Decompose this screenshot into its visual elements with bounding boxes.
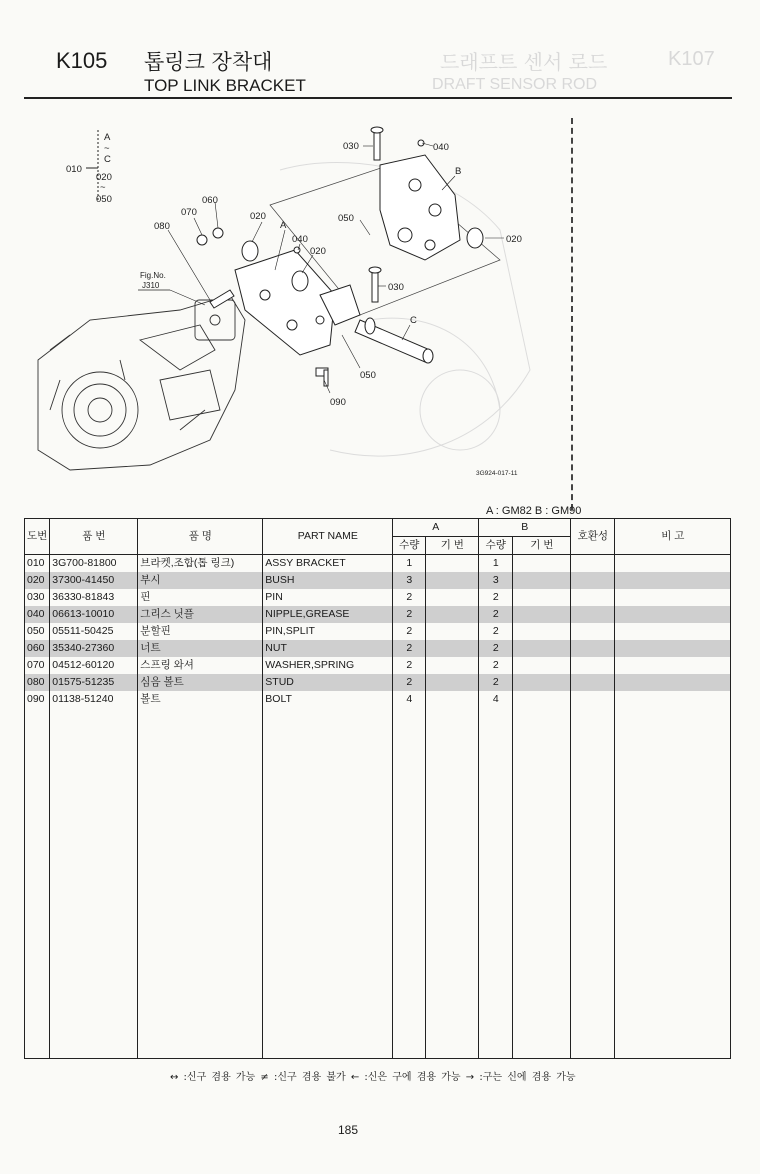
row-qty-a: 2 (393, 606, 426, 623)
page-code: K105 (56, 48, 108, 73)
fig-no-leader (170, 290, 205, 305)
callout-040-top: 040 (433, 142, 449, 153)
callout-030-mid: 030 (388, 282, 404, 293)
row-remarks (615, 555, 731, 573)
row-part-no: 35340-27360 (50, 640, 138, 657)
callout-050-low: 050 (360, 370, 376, 381)
pin-c (355, 318, 433, 363)
ghost-page-title-ko: 드래프트 센서 로드 (440, 50, 608, 74)
row-remarks (615, 589, 731, 606)
row-name-ko: 브라켓,조합(톱 링크) (138, 555, 263, 573)
leader-lines (168, 143, 504, 393)
row-remarks (615, 572, 731, 589)
row-interchange (571, 674, 615, 691)
row-model-a (426, 657, 479, 674)
row-part-no: 01138-51240 (50, 691, 138, 708)
callout-020-a: 020 (250, 211, 266, 222)
row-model-a (426, 623, 479, 640)
row-model-b (513, 589, 571, 606)
col-interchange-header: 호환성 (571, 519, 615, 555)
callout-060: 060 (202, 195, 218, 206)
page-number: 185 (338, 1123, 359, 1137)
assembly-range-part-end: 050 (96, 194, 112, 205)
row-remarks (615, 657, 731, 674)
row-name-ko: 너트 (138, 640, 263, 657)
row-interchange (571, 555, 615, 573)
row-qty-b: 2 (479, 674, 513, 691)
row-model-a (426, 589, 479, 606)
table-row (25, 606, 731, 623)
group-b-header: B (479, 519, 571, 537)
row-remarks (615, 674, 731, 691)
callout-030-top: 030 (343, 141, 359, 152)
row-no: 050 (25, 623, 50, 640)
row-qty-b: 3 (479, 572, 513, 589)
row-name-ko: 핀 (138, 589, 263, 606)
row-remarks (615, 640, 731, 657)
row-part-no: 06613-10010 (50, 606, 138, 623)
table-row (25, 589, 731, 606)
row-model-a (426, 691, 479, 708)
row-model-a (426, 572, 479, 589)
row-no: 080 (25, 674, 50, 691)
row-name-en: ASSY BRACKET (263, 555, 393, 573)
table-row (25, 572, 731, 589)
header-rule (24, 97, 732, 99)
row-qty-a: 2 (393, 657, 426, 674)
row-no: 040 (25, 606, 50, 623)
row-qty-b: 1 (479, 555, 513, 573)
row-part-no: 37300-41450 (50, 572, 138, 589)
table-row (25, 555, 731, 573)
compatibility-legend: ↔ :신구 겸용 가능 ≠ :신구 겸용 불가 ← :신은 구에 겸용 가능 → :구는 신에 겸용 가능 (170, 1072, 576, 1083)
row-no: 030 (25, 589, 50, 606)
row-interchange (571, 606, 615, 623)
row-interchange (571, 589, 615, 606)
transmission-housing (38, 295, 245, 470)
row-qty-b: 2 (479, 623, 513, 640)
ghost-page-title-en: DRAFT SENSOR ROD (432, 76, 598, 93)
col-qty-b-header: 수량 (479, 537, 513, 555)
table-row (25, 674, 731, 691)
row-model-b (513, 640, 571, 657)
table-row (25, 691, 731, 708)
row-interchange (571, 572, 615, 589)
row-model-a (426, 555, 479, 573)
callout-a: A (280, 220, 287, 231)
assembly-range-tilde2: ~ (100, 182, 106, 193)
row-name-ko: 스프링 와셔 (138, 657, 263, 674)
row-name-ko: 그리스 닛플 (138, 606, 263, 623)
row-model-b (513, 674, 571, 691)
callout-080: 080 (154, 221, 170, 232)
table-filler-row (25, 708, 731, 1059)
callout-b: B (455, 166, 462, 177)
table-row (25, 657, 731, 674)
col-no-header: 도번 (25, 519, 50, 555)
row-interchange (571, 640, 615, 657)
row-name-en: BUSH (263, 572, 393, 589)
assembly-range-tilde: ~ (104, 143, 110, 154)
row-qty-a: 2 (393, 589, 426, 606)
page-title-ko: 톱링크 장착대 (144, 50, 273, 74)
col-name-en-header: PART NAME (263, 519, 393, 555)
row-model-b (513, 555, 571, 573)
row-qty-b: 2 (479, 589, 513, 606)
callout-090: 090 (330, 397, 346, 408)
row-no: 070 (25, 657, 50, 674)
row-remarks (615, 606, 731, 623)
row-model-b (513, 691, 571, 708)
row-name-en: PIN (263, 589, 393, 606)
callout-050-top: 050 (338, 213, 354, 224)
parts-table-body (25, 555, 731, 1059)
row-no: 020 (25, 572, 50, 589)
callout-c: C (410, 315, 417, 326)
assembly-range-end: C (104, 154, 111, 165)
row-qty-b: 2 (479, 640, 513, 657)
callout-020-c: 020 (506, 234, 522, 245)
row-name-en: NIPPLE,GREASE (263, 606, 393, 623)
fig-no: J310 (142, 281, 160, 290)
exploded-parts-diagram (30, 110, 570, 480)
row-part-no: 01575-51235 (50, 674, 138, 691)
row-interchange (571, 623, 615, 640)
row-no: 010 (25, 555, 50, 573)
assembly-range-part-start: 020 (96, 172, 112, 183)
row-part-no: 36330-81843 (50, 589, 138, 606)
row-remarks (615, 623, 731, 640)
row-name-en: WASHER,SPRING (263, 657, 393, 674)
row-remarks (615, 691, 731, 708)
col-part-no-header: 품 번 (50, 519, 138, 555)
col-model-b-header: 기 번 (513, 537, 571, 555)
row-name-ko: 분할핀 (138, 623, 263, 640)
row-qty-a: 1 (393, 555, 426, 573)
row-qty-b: 2 (479, 657, 513, 674)
row-qty-b: 4 (479, 691, 513, 708)
row-qty-a: 4 (393, 691, 426, 708)
row-qty-b: 2 (479, 606, 513, 623)
row-interchange (571, 691, 615, 708)
fig-no-label: Fig.No. (140, 271, 166, 280)
row-name-ko: 심음 볼트 (138, 674, 263, 691)
row-no: 090 (25, 691, 50, 708)
row-model-a (426, 606, 479, 623)
row-qty-a: 2 (393, 640, 426, 657)
callout-040-mid: 040 (292, 234, 308, 245)
group-a-header: A (393, 519, 479, 537)
bracket-b (380, 155, 460, 260)
callout-070: 070 (181, 207, 197, 218)
col-name-ko-header: 품 명 (138, 519, 263, 555)
callout-020-b: 020 (310, 246, 326, 257)
ghost-page-code: K107 (668, 48, 715, 70)
assembly-range-start: A (104, 132, 111, 143)
drawing-id: 3G924-017-11 (476, 470, 518, 477)
row-part-no: 3G700-81800 (50, 555, 138, 573)
row-name-ko: 볼트 (138, 691, 263, 708)
parts-table (24, 518, 731, 1059)
row-model-a (426, 674, 479, 691)
page-dashed-separator (571, 118, 573, 510)
page-title-en: TOP LINK BRACKET (144, 76, 306, 95)
col-model-a-header: 기 번 (426, 537, 479, 555)
assembly-ref: 010 (66, 164, 82, 175)
row-model-b (513, 606, 571, 623)
row-model-b (513, 572, 571, 589)
row-name-en: STUD (263, 674, 393, 691)
table-row (25, 623, 731, 640)
row-part-no: 04512-60120 (50, 657, 138, 674)
row-qty-a: 2 (393, 674, 426, 691)
row-interchange (571, 657, 615, 674)
row-name-en: PIN,SPLIT (263, 623, 393, 640)
row-name-en: BOLT (263, 691, 393, 708)
row-qty-a: 3 (393, 572, 426, 589)
table-row (25, 640, 731, 657)
row-name-ko: 부시 (138, 572, 263, 589)
row-no: 060 (25, 640, 50, 657)
model-note: A : GM82 B : GM90 (486, 505, 582, 517)
row-name-en: NUT (263, 640, 393, 657)
row-model-a (426, 640, 479, 657)
col-remarks-header: 비 고 (615, 519, 731, 555)
bracket-a (235, 250, 360, 355)
row-model-b (513, 623, 571, 640)
col-qty-a-header: 수량 (393, 537, 426, 555)
row-model-b (513, 657, 571, 674)
row-part-no: 05511-50425 (50, 623, 138, 640)
row-qty-a: 2 (393, 623, 426, 640)
